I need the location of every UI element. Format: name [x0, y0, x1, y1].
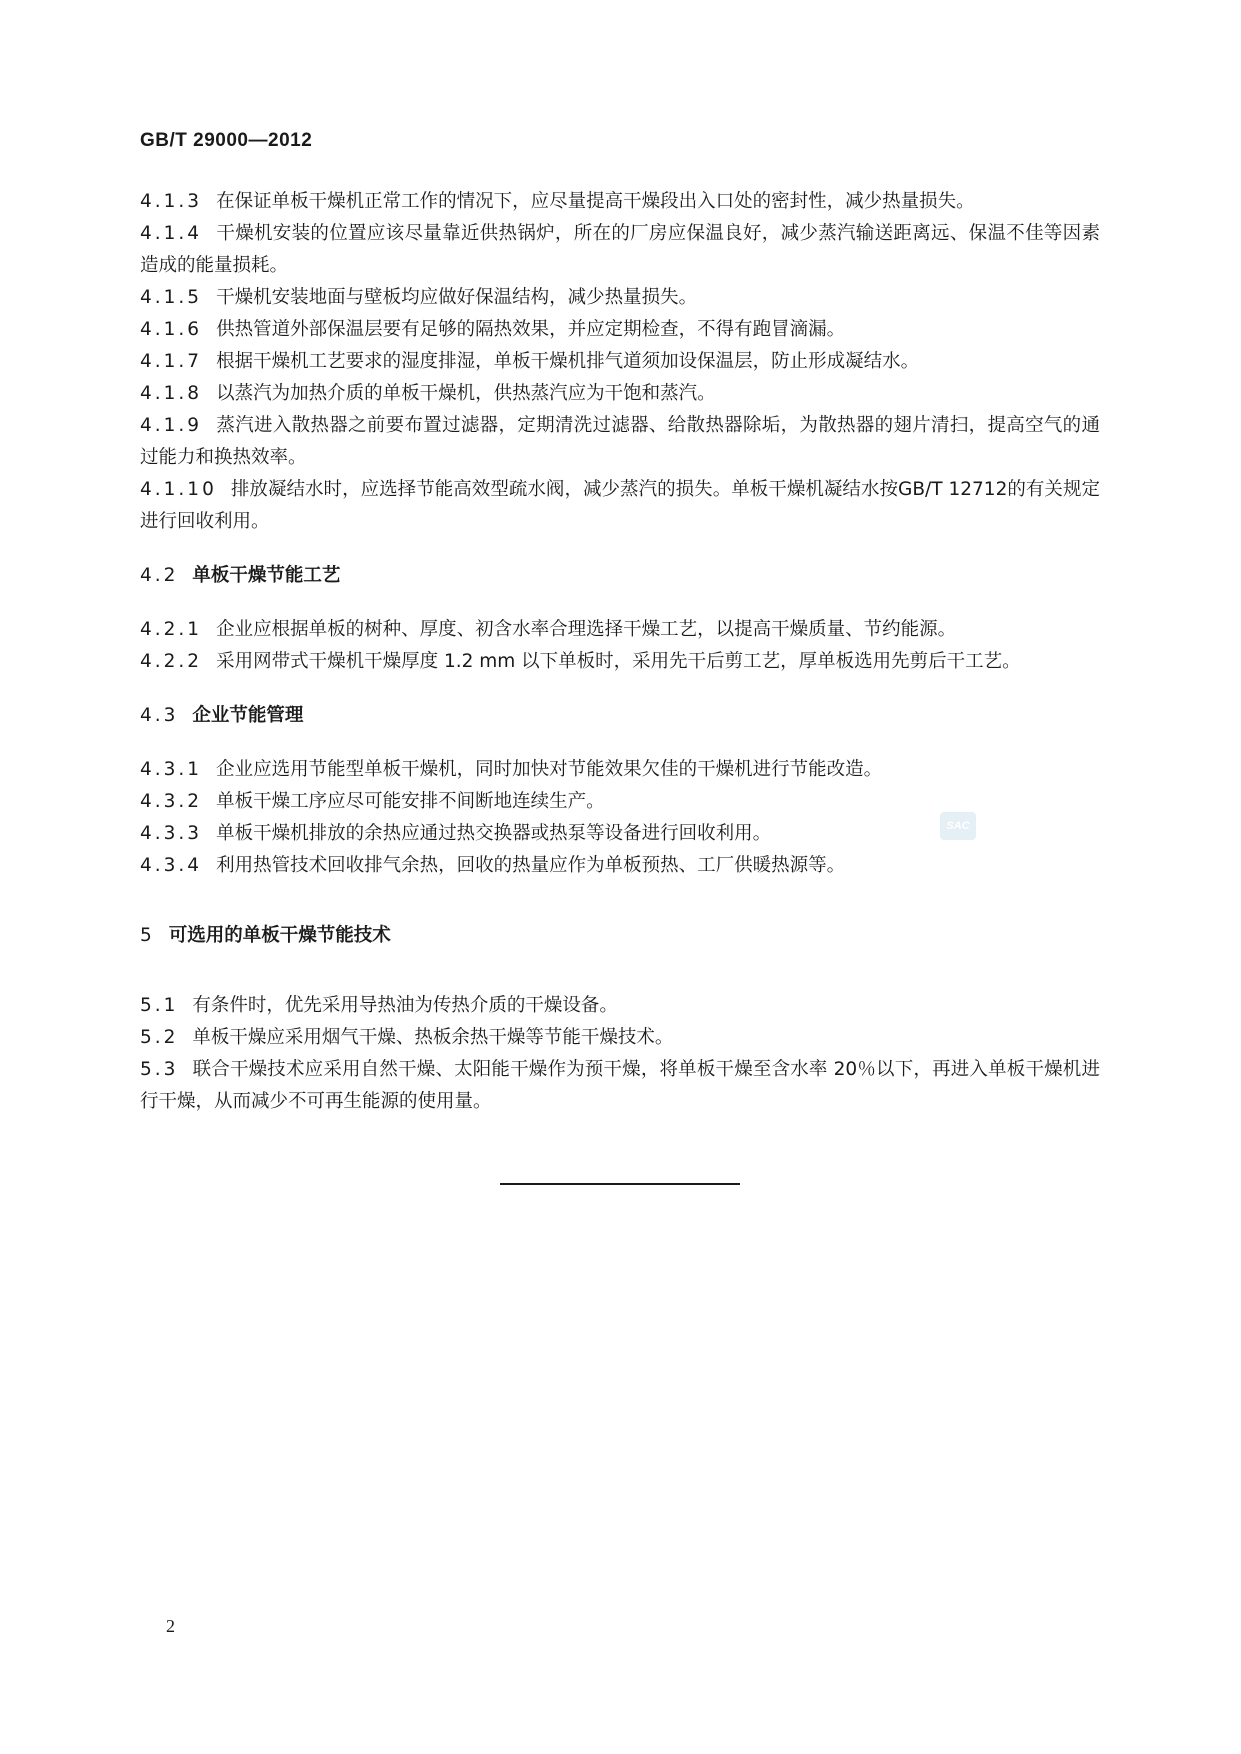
heading-number: 4.2 — [140, 565, 179, 586]
clause-4-3-4 — [140, 850, 1100, 882]
clause-number: 4.1.6 — [140, 319, 203, 340]
clause-text: 以蒸汽为加热介质的单板干燥机，供热蒸汽应为干饱和蒸汽。 — [216, 383, 716, 404]
clause-number: 4.1.4 — [140, 223, 203, 244]
spacer — [140, 732, 1100, 754]
clause-text: 干燥机安装的位置应该尽量靠近供热锅炉，所在的厂房应保温良好，减少蒸汽输送距离远、保温不佳等因素造成的能量损耗。 — [140, 223, 1100, 276]
clause-text: 干燥机安装地面与壁板均应做好保温结构，减少热量损失。 — [216, 287, 698, 308]
clause-4-1-4 — [140, 218, 1100, 282]
clause-number: 4.2.2 — [140, 651, 203, 672]
clause-4-1-10 — [140, 474, 1100, 538]
clause-number: 5.1 — [140, 995, 179, 1016]
clause-number: 4.1.8 — [140, 383, 203, 404]
end-of-document-rule — [500, 1183, 740, 1185]
clause-5-1 — [140, 990, 1100, 1022]
heading-number: 4.3 — [140, 705, 179, 726]
sac-watermark-logo: SAC — [940, 812, 976, 840]
clause-text: 根据干燥机工艺要求的湿度排湿，单板干燥机排气道须加设保温层，防止形成凝结水。 — [216, 351, 920, 372]
clause-number: 4.1.9 — [140, 415, 203, 436]
section-heading-5 — [140, 920, 1100, 952]
clause-text: 单板干燥机排放的余热应通过热交换器或热泵等设备进行回收利用。 — [216, 823, 772, 844]
document-body — [140, 186, 1100, 1118]
heading-text: 企业节能管理 — [192, 705, 304, 726]
clause-5-3 — [140, 1054, 1100, 1118]
heading-text: 单板干燥节能工艺 — [192, 565, 341, 586]
clause-text: 联合干燥技术应采用自然干燥、太阳能干燥作为预干燥，将单板干燥至含水率 20％以下，再进入单板干燥机进行干燥，从而减少不可再生能源的使用量。 — [140, 1059, 1100, 1112]
clause-number: 5.2 — [140, 1027, 179, 1048]
clause-text: 排放凝结水时，应选择节能高效型疏水阀，减少蒸汽的损失。单板干燥机凝结水按GB/T 12712的有关规定进行回收利用。 — [140, 479, 1100, 532]
clause-number: 4.1.3 — [140, 191, 203, 212]
clause-4-2-1 — [140, 614, 1100, 646]
section-heading-4-2 — [140, 560, 1100, 592]
clause-text: 企业应根据单板的树种、厚度、初含水率合理选择干燥工艺，以提高干燥质量、节约能源。 — [216, 619, 957, 640]
clause-4-2-2 — [140, 646, 1100, 678]
spacer — [140, 952, 1100, 990]
clause-text: 利用热管技术回收排气余热，回收的热量应作为单板预热、工厂供暖热源等。 — [216, 855, 846, 876]
clause-number: 4.3.4 — [140, 855, 203, 876]
spacer — [140, 592, 1100, 614]
spacer — [140, 538, 1100, 560]
clause-number: 4.1.10 — [140, 479, 217, 500]
clause-text: 供热管道外部保温层要有足够的隔热效果，并应定期检查，不得有跑冒滴漏。 — [216, 319, 846, 340]
heading-number: 5 — [140, 925, 155, 946]
clause-4-1-7 — [140, 346, 1100, 378]
clause-4-1-8 — [140, 378, 1100, 410]
clause-number: 4.1.5 — [140, 287, 203, 308]
clause-4-1-5 — [140, 282, 1100, 314]
section-heading-4-3 — [140, 700, 1100, 732]
clause-text: 采用网带式干燥机干燥厚度 1.2 mm 以下单板时，采用先干后剪工艺，厚单板选用先剪后干工艺。 — [216, 651, 1021, 672]
clause-number: 4.3.2 — [140, 791, 203, 812]
clause-5-2 — [140, 1022, 1100, 1054]
clause-text: 单板干燥工序应尽可能安排不间断地连续生产。 — [216, 791, 605, 812]
clause-text: 蒸汽进入散热器之前要布置过滤器，定期清洗过滤器、给散热器除垢，为散热器的翅片清扫，提高空气的通过能力和换热效率。 — [140, 415, 1100, 468]
clause-4-1-9 — [140, 410, 1100, 474]
clause-number: 4.3.1 — [140, 759, 203, 780]
spacer — [140, 678, 1100, 700]
clause-text: 单板干燥应采用烟气干燥、热板余热干燥等节能干燥技术。 — [192, 1027, 674, 1048]
clause-number: 4.2.1 — [140, 619, 203, 640]
heading-text: 可选用的单板干燥节能技术 — [168, 925, 391, 946]
page-number: 2 — [166, 1616, 175, 1636]
clause-text: 有条件时，优先采用导热油为传热介质的干燥设备。 — [192, 995, 618, 1016]
clause-text: 在保证单板干燥机正常工作的情况下，应尽量提高干燥段出入口处的密封性，减少热量损失。 — [216, 191, 975, 212]
document-code: GB/T 29000—2012 — [140, 130, 313, 151]
clause-number: 4.3.3 — [140, 823, 203, 844]
clause-4-1-3 — [140, 186, 1100, 218]
spacer — [140, 882, 1100, 920]
clause-number: 5.3 — [140, 1059, 179, 1080]
clause-4-3-1 — [140, 754, 1100, 786]
clause-number: 4.1.7 — [140, 351, 203, 372]
clause-4-1-6 — [140, 314, 1100, 346]
clause-text: 企业应选用节能型单板干燥机，同时加快对节能效果欠佳的干燥机进行节能改造。 — [216, 759, 883, 780]
